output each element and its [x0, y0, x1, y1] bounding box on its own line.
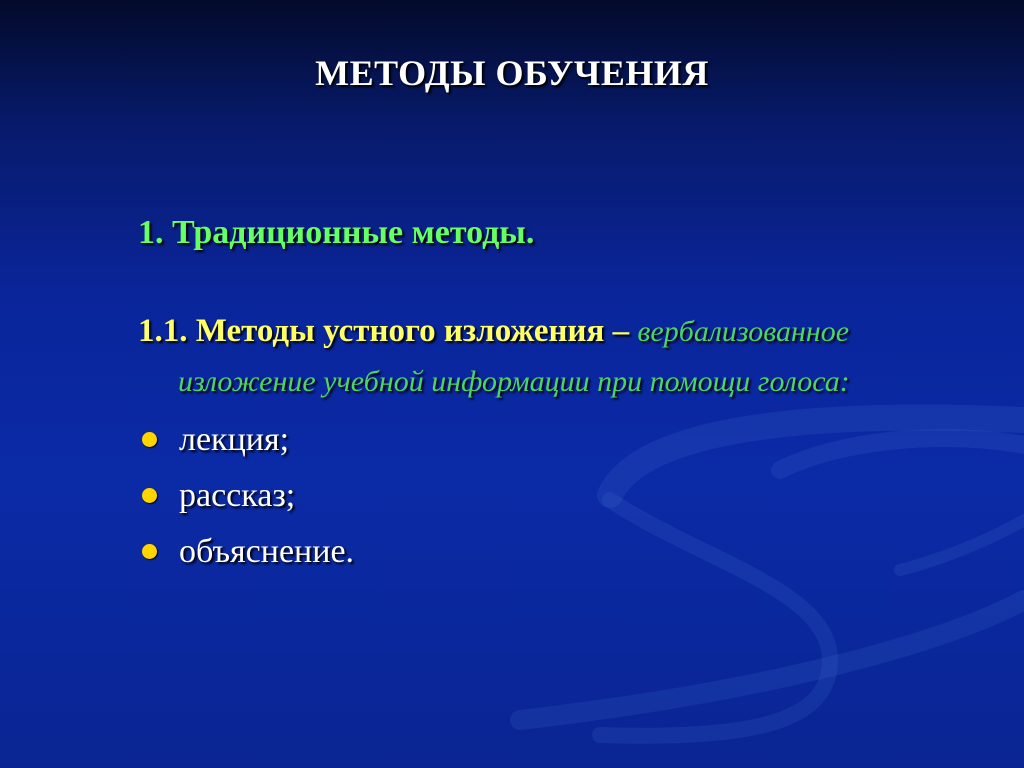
list-item	[138, 524, 354, 580]
method-lead: 1.1. Методы устного изложения –	[138, 313, 630, 349]
list-item-label: лекция;	[179, 421, 290, 458]
section-heading: 1. Традиционные методы.	[138, 214, 535, 251]
slide-title: МЕТОДЫ ОБУЧЕНИЯ	[315, 53, 709, 93]
method-desc-line2: изложение учебной информации при помощи голоса:	[178, 365, 850, 398]
method-desc-line1: вербализованное	[637, 315, 850, 348]
method-description	[138, 306, 978, 407]
method-list	[138, 412, 354, 580]
round-bullet-icon	[142, 432, 157, 447]
list-item	[138, 468, 354, 524]
round-bullet-icon	[142, 488, 157, 503]
list-item-label: рассказ;	[179, 477, 296, 514]
list-item-label: объяснение.	[179, 533, 355, 570]
list-item	[138, 412, 354, 468]
round-bullet-icon	[142, 544, 157, 559]
